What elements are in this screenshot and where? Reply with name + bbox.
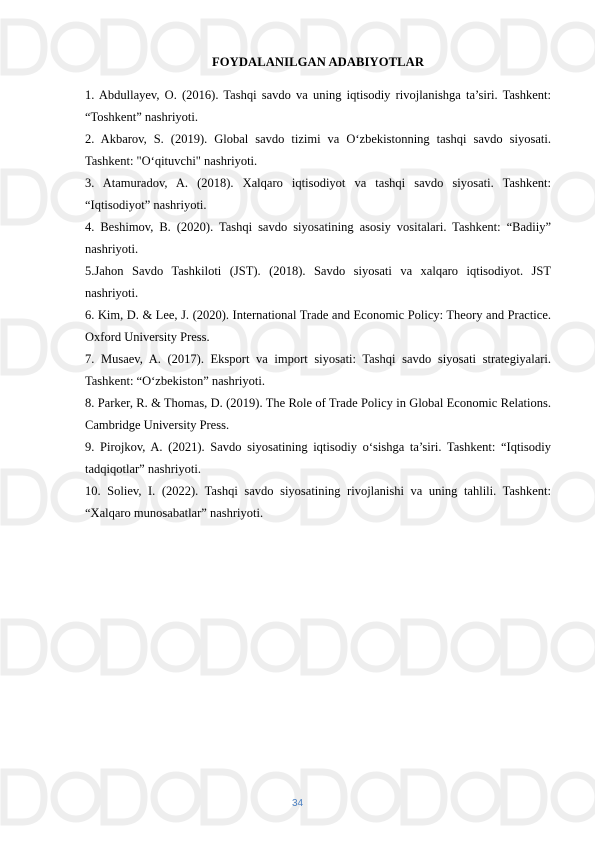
reference-item: 5.Jahon Savdo Tashkiloti (JST). (2018). Savdo siyosati va xalqaro iqtisodiyot. JST nashriyoti. [85,264,551,300]
reference-item: 3. Atamuradov, A. (2018). Xalqaro iqtisodiyot va tashqi savdo siyosati. Tashkent: “Iqtisodiyot” nashriyoti. [85,176,551,212]
watermark-glyph [204,772,298,822]
watermark-glyph [304,772,398,822]
reference-item: 1. Abdullayev, O. (2016). Tashqi savdo va uning iqtisodiy rivojlanishga ta’siri. Tashkent: “Toshkent” nashriyoti. [85,88,551,124]
watermark-glyph [104,622,198,672]
watermark-glyph [504,622,595,672]
watermark-glyph [4,322,98,372]
reference-item: 4. Beshimov, B. (2020). Tashqi savdo siyosatining asosiy vositalari. Tashkent: “Badiiy” nashriyoti. [85,220,551,256]
watermark-glyph [104,772,198,822]
reference-list [85,84,551,524]
watermark-glyph [404,622,498,672]
reference-item: 2. Akbarov, S. (2019). Global savdo tizimi va O‘zbekistonning tashqi savdo siyosati. Tashkent: "O‘qituvchi" nashriyoti. [85,132,551,168]
watermark-glyph [4,172,98,222]
document-page [85,54,551,524]
page-number: 34 [291,798,304,809]
reference-item: 10. Soliev, I. (2022). Tashqi savdo siyosatining rivojlanishi va uning tahlili. Tashkent: “Xalqaro munosabatlar” nashriyoti. [85,484,551,520]
watermark-glyph [4,622,98,672]
watermark-glyph [4,472,98,522]
reference-item: 9. Pirojkov, A. (2021). Savdo siyosatining iqtisodiy o‘sishga ta’siri. Tashkent: “Iqtisodiy tadqiqotlar” nashriyoti. [85,440,551,476]
watermark-glyph [504,772,595,822]
watermark-glyph [4,772,98,822]
watermark-glyph [304,622,398,672]
page-title: FOYDALANILGAN ADABIYOTLAR [211,55,425,69]
watermark-glyph [204,622,298,672]
reference-item: 7. Musaev, A. (2017). Eksport va import siyosati: Tashqi savdo siyosati strategiyalari. Tashkent: “O‘zbekiston” nashriyoti. [85,352,551,388]
reference-item: 8. Parker, R. & Thomas, D. (2019). The Role of Trade Policy in Global Economic Relations. Cambridge University Press. [85,396,551,432]
watermark-glyph [404,772,498,822]
watermark-glyph [4,22,98,72]
reference-item: 6. Kim, D. & Lee, J. (2020). International Trade and Economic Policy: Theory and Practice. Oxford University Press. [85,308,551,344]
